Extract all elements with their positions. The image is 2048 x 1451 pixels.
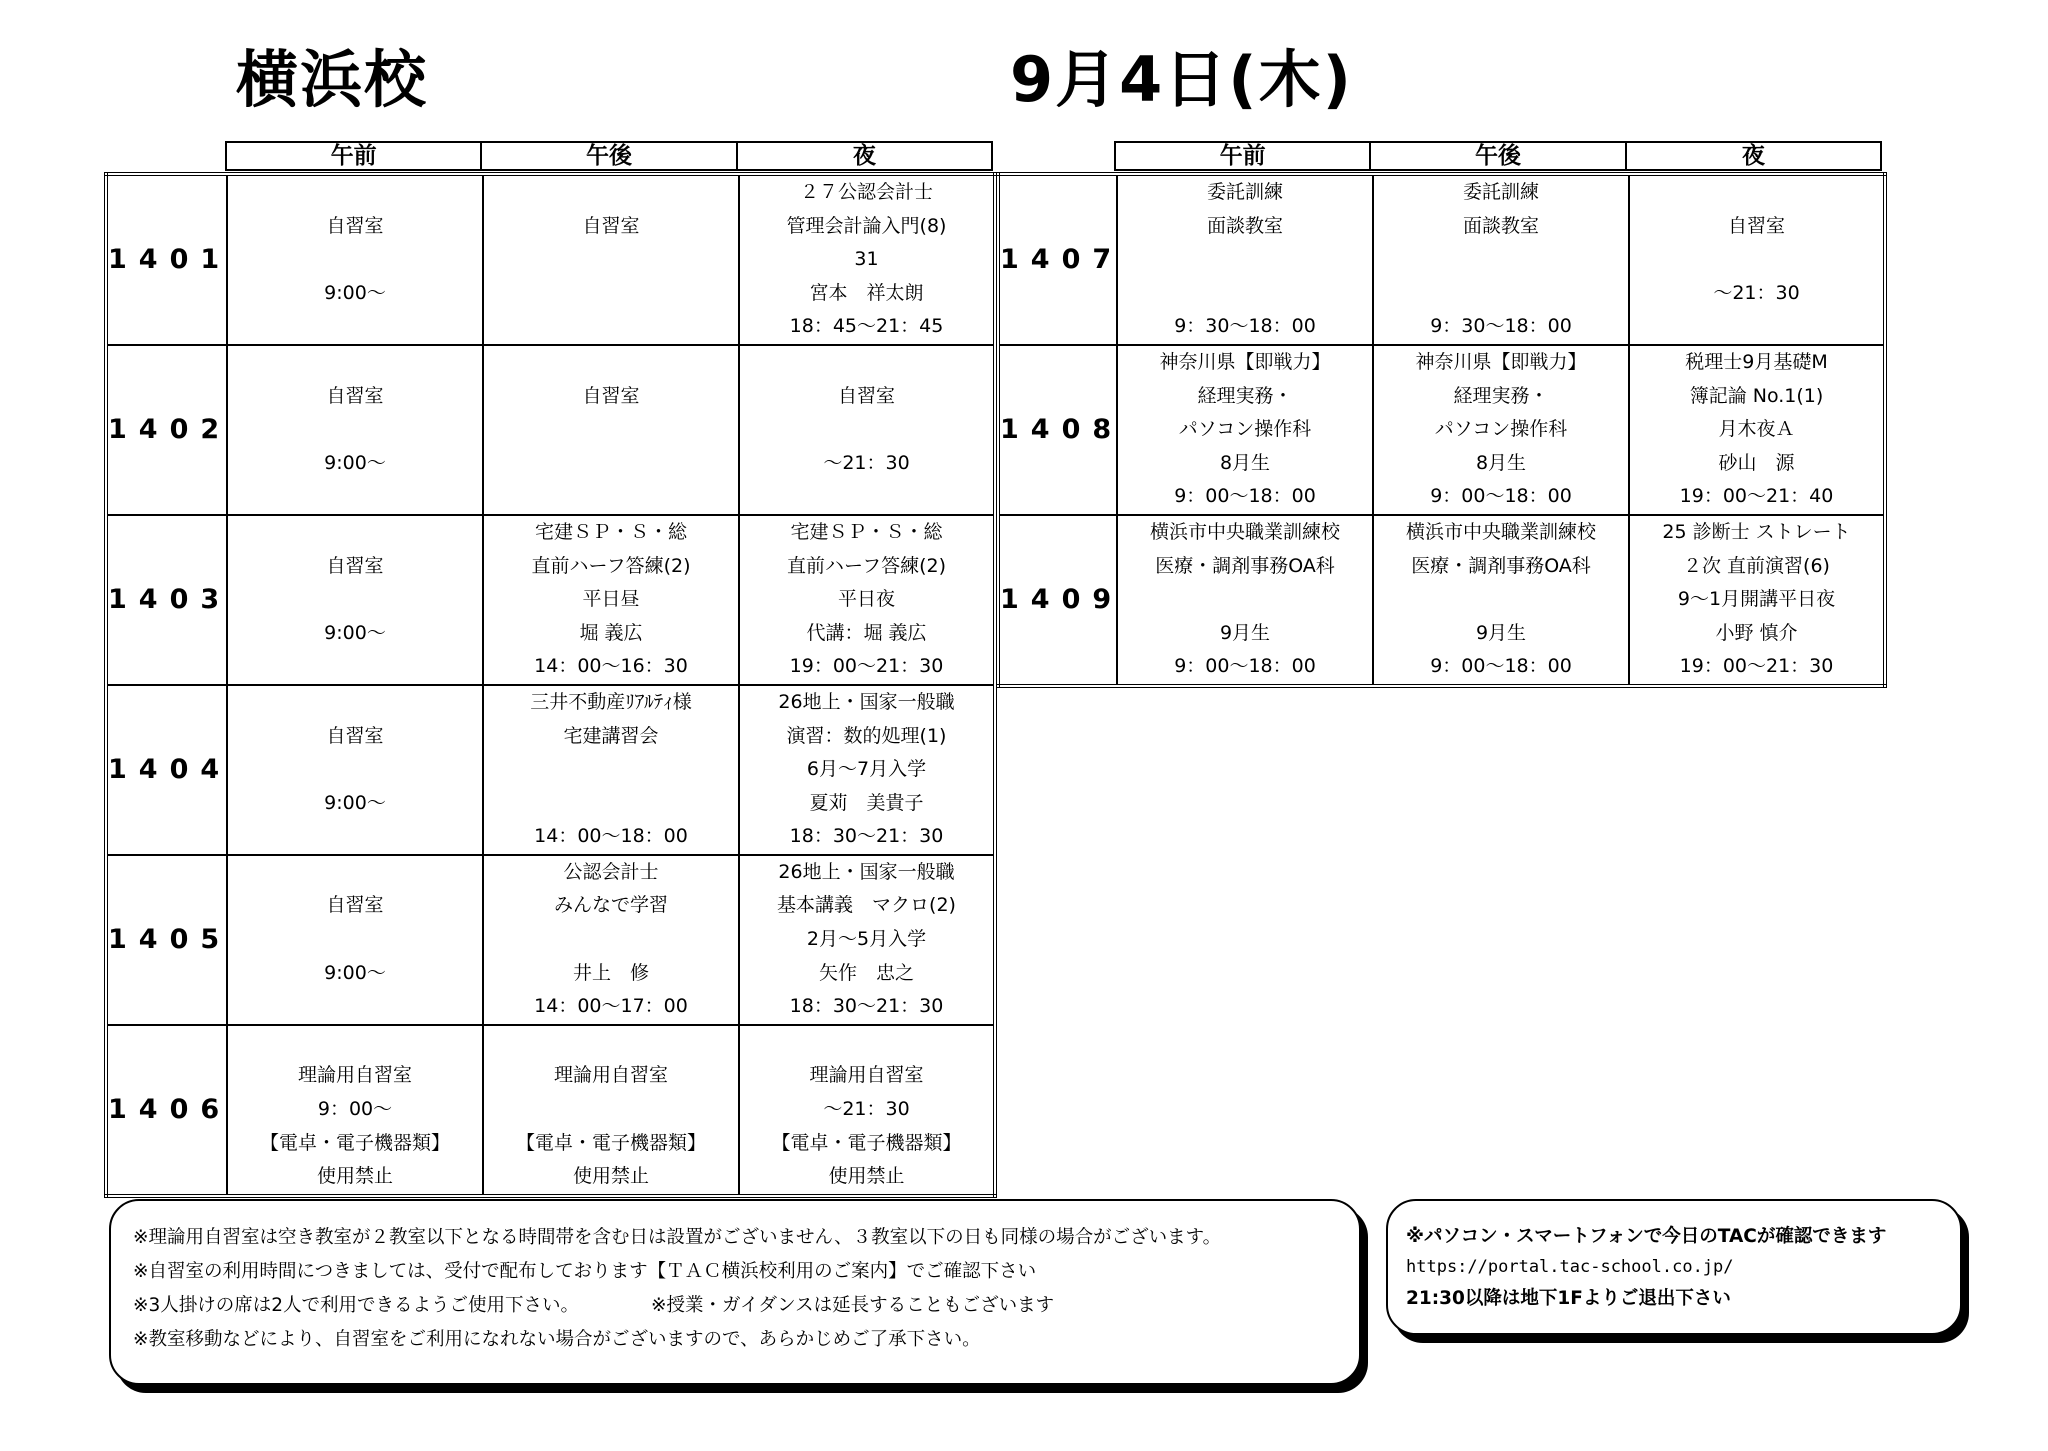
cell-line: 25 診断士 ストレート <box>1662 520 1851 543</box>
cell-line: 井上 修 <box>572 961 649 984</box>
room-number: 1405 <box>106 855 227 1025</box>
cell-line: ２７公認会計士 <box>799 181 933 203</box>
note-text: ※授業・ガイダンスは延長することもございます <box>651 1295 1055 1316</box>
cell-line <box>484 753 738 787</box>
cell-line: 9:00〜 <box>324 621 386 644</box>
cell-line: 19：00〜21：40 <box>1679 485 1834 508</box>
portal-url: https://portal.tac-school.co.jp/ <box>1406 1257 1734 1277</box>
cell-line <box>228 310 482 344</box>
cell-line: 31 <box>854 248 879 271</box>
cell-line: 【電卓・電子機器類】 <box>259 1131 450 1154</box>
room-number: 1408 <box>998 345 1117 515</box>
cell-line: 6月〜7月入学 <box>806 758 927 781</box>
cell-line <box>1118 277 1372 311</box>
cell-line: 使用禁止 <box>572 1165 649 1188</box>
left-schedule-table <box>104 172 997 1198</box>
cell-line: 9月生 <box>1219 621 1271 644</box>
cell-line <box>1118 243 1372 277</box>
cell-line <box>1374 277 1628 311</box>
cell-line: 医療・調剤事務OA科 <box>1411 554 1591 577</box>
cell-line: ２次 直前演習(6) <box>1683 554 1830 577</box>
schedule-cell <box>739 174 995 345</box>
cell-line <box>228 753 482 787</box>
schedule-cell <box>1373 174 1629 345</box>
cell-line: 使用禁止 <box>316 1165 393 1188</box>
notes-box <box>109 1199 1361 1385</box>
room-row <box>106 1025 995 1196</box>
cell-line: 14：00〜16：30 <box>534 655 688 678</box>
cell-line: 自習室 <box>837 384 895 407</box>
cell-line: 9:00〜 <box>324 961 386 984</box>
schedule-cell <box>227 685 483 855</box>
schedule-cell <box>739 685 995 855</box>
schedule-cell <box>739 345 995 515</box>
cell-line <box>228 923 482 957</box>
cell-line <box>228 413 482 447</box>
cell-line <box>228 820 482 854</box>
cell-line: 9：00〜18：00 <box>1430 655 1572 678</box>
cell-line <box>484 346 738 380</box>
note-line: ※理論用自習室は空き教室が２教室以下となる時間帯を含む日は設置がございません、３教室以下の日も同様の場合がございます。 <box>133 1227 1222 1248</box>
schedule-cell <box>483 685 739 855</box>
cell-line: 平日昼 <box>582 588 640 611</box>
cell-line: 9：00〜 <box>317 1098 393 1121</box>
cell-line: 9月生 <box>1475 621 1527 644</box>
cell-line: 9：00〜18：00 <box>1174 485 1316 508</box>
header-morning: 午前 <box>330 143 377 169</box>
cell-line: 宅建ＳＰ・Ｓ・総 <box>790 520 943 543</box>
cell-line: 9:00〜 <box>324 451 386 474</box>
room-row <box>998 515 1885 686</box>
cell-line <box>228 243 482 277</box>
cell-line <box>1374 243 1628 277</box>
cell-line <box>484 413 738 447</box>
schedule-cell <box>483 174 739 345</box>
header-night: 夜 <box>1625 143 1880 169</box>
cell-line: 砂山 源 <box>1718 451 1795 474</box>
cell-line: 8月生 <box>1219 451 1271 474</box>
cell-line: 19：00〜21：30 <box>1679 655 1834 678</box>
cell-line <box>740 413 993 447</box>
header-afternoon: 午後 <box>480 143 735 169</box>
cell-line <box>1630 243 1883 277</box>
room-number: 1409 <box>998 515 1117 686</box>
note-line: ※自習室の利用時間につきましては、受付で配布しております【ＴＡＣ横浜校利用のご案内】でご確認下さい <box>133 1261 1037 1282</box>
cell-line <box>228 346 482 380</box>
cell-line: 面談教室 <box>1462 214 1539 237</box>
room-row <box>106 855 995 1025</box>
cell-line <box>484 243 738 277</box>
cell-line: 経理実務・ <box>1197 384 1293 407</box>
room-row <box>998 345 1885 515</box>
schedule-cell <box>483 1025 739 1196</box>
cell-line: 自習室 <box>582 384 640 407</box>
cell-line: 自習室 <box>326 894 384 917</box>
cell-line <box>740 346 993 380</box>
cell-line: 宅建ＳＰ・Ｓ・総 <box>534 520 687 543</box>
cell-line: 宮本 祥太朗 <box>809 281 924 304</box>
cell-line: 理論用自習室 <box>809 1064 924 1087</box>
schedule-cell <box>483 345 739 515</box>
left-period-header <box>225 141 993 171</box>
cell-line: 委託訓練 <box>1206 181 1283 203</box>
cell-line: 自習室 <box>582 214 640 237</box>
cell-line: 代講：堀 義広 <box>806 621 927 644</box>
cell-line: 〜21：30 <box>823 1098 910 1121</box>
cell-line <box>228 686 482 720</box>
cell-line: 自習室 <box>326 724 384 747</box>
header-morning: 午前 <box>1219 143 1266 169</box>
room-row <box>106 515 995 685</box>
cell-line: 三井不動産ﾘｱﾙﾃｨ様 <box>530 690 692 713</box>
schedule-cell <box>739 1025 995 1196</box>
cell-line: 夏苅 美貴子 <box>809 791 924 814</box>
cell-line: 神奈川県【即戦力】 <box>1415 350 1587 373</box>
cell-line: 宅建講習会 <box>563 724 659 747</box>
right-schedule-table <box>996 172 1887 688</box>
room-number: 1406 <box>106 1025 227 1196</box>
date-title: 9月4日(木) <box>1010 43 1353 116</box>
schedule-cell <box>227 1025 483 1196</box>
cell-line <box>484 923 738 957</box>
cell-line: パソコン操作科 <box>1178 418 1312 441</box>
cell-line: 14：00〜17：00 <box>534 995 688 1018</box>
right-period-header <box>1114 141 1882 171</box>
room-number: 1404 <box>106 685 227 855</box>
schedule-cell <box>1117 515 1373 686</box>
schedule-cell <box>739 515 995 685</box>
cell-line: 公認会計士 <box>563 860 659 883</box>
cell-line: 18：30〜21：30 <box>789 995 944 1018</box>
schedule-cell <box>1117 345 1373 515</box>
schedule-cell <box>739 855 995 1025</box>
room-number: 1407 <box>998 174 1117 345</box>
info-line: ※パソコン・スマートフォンで今日のTACが確認できます <box>1406 1226 1887 1247</box>
schedule-cell <box>1117 174 1373 345</box>
cell-line: 【電卓・電子機器類】 <box>771 1131 962 1154</box>
cell-line: 直前ハーフ答練(2) <box>787 554 946 577</box>
cell-line: 8月生 <box>1475 451 1527 474</box>
cell-line: 〜21：30 <box>823 451 910 474</box>
schedule-cell <box>1373 345 1629 515</box>
cell-line <box>228 480 482 514</box>
note-line: ※教室移動などにより、自習室をご利用になれない場合がございますので、あらかじめご了承下さい。 <box>133 1329 981 1350</box>
cell-line: 9：00〜18：00 <box>1430 485 1572 508</box>
cell-line <box>228 1026 482 1060</box>
header-night: 夜 <box>736 143 991 169</box>
header-afternoon: 午後 <box>1369 143 1624 169</box>
schedule-cell <box>1629 174 1885 345</box>
cell-line: 小野 慎介 <box>1715 621 1798 644</box>
cell-line: 経理実務・ <box>1453 384 1549 407</box>
cell-line <box>484 1026 738 1060</box>
cell-line: 使用禁止 <box>828 1165 905 1188</box>
cell-line: 月木夜Ａ <box>1718 418 1795 441</box>
room-row <box>106 174 995 345</box>
cell-line: 自習室 <box>326 384 384 407</box>
cell-line: 26地上・国家一般職 <box>778 690 955 713</box>
cell-line: 理論用自習室 <box>553 1064 668 1087</box>
school-title: 横浜校 <box>236 43 429 116</box>
cell-line: 簿記論 No.1(1) <box>1689 384 1824 407</box>
cell-line: 医療・調剤事務OA科 <box>1155 554 1335 577</box>
info-line: 21:30以降は地下1Fよりご退出下さい <box>1406 1288 1731 1309</box>
cell-line: 矢作 忠之 <box>818 961 914 984</box>
cell-line <box>484 787 738 821</box>
cell-line <box>740 480 993 514</box>
cell-line: 演習：数的処理(1) <box>786 724 947 747</box>
cell-line <box>228 650 482 684</box>
cell-line <box>1374 583 1628 617</box>
cell-line: 9：00〜18：00 <box>1174 655 1316 678</box>
cell-line <box>484 176 738 210</box>
cell-line: 基本講義 マクロ(2) <box>777 894 956 917</box>
cell-line <box>484 277 738 311</box>
cell-line: 19：00〜21：30 <box>789 655 944 678</box>
cell-line: 横浜市中央職業訓練校 <box>1405 520 1596 543</box>
cell-line: 直前ハーフ答練(2) <box>531 554 691 577</box>
note-text: ※3人掛けの席は2人で利用できるようご使用下さい。 <box>133 1295 580 1316</box>
cell-line <box>228 856 482 890</box>
cell-line: 14：00〜18：00 <box>534 825 688 848</box>
cell-line: みんなで学習 <box>553 894 668 917</box>
cell-line: 9：30〜18：00 <box>1430 315 1572 338</box>
info-box <box>1386 1199 1962 1335</box>
note-line <box>133 1289 1359 1323</box>
cell-line: 管理会計論入門(8) <box>786 214 947 237</box>
cell-line: 9〜1月開講平日夜 <box>1677 588 1836 611</box>
cell-line <box>484 1093 738 1127</box>
cell-line <box>484 447 738 481</box>
cell-line <box>1630 176 1883 210</box>
cell-line: 神奈川県【即戦力】 <box>1159 350 1331 373</box>
cell-line <box>228 176 482 210</box>
cell-line: 堀 義広 <box>579 621 643 644</box>
cell-line <box>1630 310 1883 344</box>
schedule-cell <box>1373 515 1629 686</box>
schedule-cell <box>227 174 483 345</box>
room-number: 1401 <box>106 174 227 345</box>
room-row <box>998 174 1885 345</box>
cell-line: 18：30〜21：30 <box>789 825 944 848</box>
cell-line: 税理士9月基礎M <box>1685 350 1828 373</box>
cell-line: 委託訓練 <box>1462 181 1539 203</box>
cell-line <box>1118 583 1372 617</box>
room-number: 1403 <box>106 515 227 685</box>
cell-line: パソコン操作科 <box>1434 418 1568 441</box>
schedule-cell <box>227 855 483 1025</box>
room-number: 1402 <box>106 345 227 515</box>
cell-line: 2月〜5月入学 <box>806 928 927 951</box>
cell-line: 18：45〜21：45 <box>789 315 944 338</box>
cell-line <box>228 583 482 617</box>
cell-line: 〜21：30 <box>1713 281 1800 304</box>
schedule-cell <box>1629 515 1885 686</box>
cell-line <box>484 310 738 344</box>
cell-line: 面談教室 <box>1206 214 1283 237</box>
schedule-cell <box>1629 345 1885 515</box>
room-row <box>106 685 995 855</box>
cell-line: 9：30〜18：00 <box>1174 315 1316 338</box>
cell-line: 【電卓・電子機器類】 <box>515 1131 706 1154</box>
cell-line: 9:00〜 <box>324 281 386 304</box>
schedule-cell <box>483 855 739 1025</box>
cell-line <box>740 1026 993 1060</box>
cell-line: 横浜市中央職業訓練校 <box>1149 520 1340 543</box>
cell-line: 9:00〜 <box>324 791 386 814</box>
schedule-cell <box>227 515 483 685</box>
cell-line: 26地上・国家一般職 <box>778 860 955 883</box>
room-row <box>106 345 995 515</box>
cell-line <box>228 990 482 1024</box>
cell-line <box>228 516 482 550</box>
cell-line: 理論用自習室 <box>297 1064 412 1087</box>
cell-line <box>484 480 738 514</box>
cell-line: 自習室 <box>1727 214 1785 237</box>
schedule-cell <box>227 345 483 515</box>
schedule-cell <box>483 515 739 685</box>
cell-line: 平日夜 <box>837 588 895 611</box>
cell-line: 自習室 <box>326 214 384 237</box>
cell-line: 自習室 <box>326 554 384 577</box>
